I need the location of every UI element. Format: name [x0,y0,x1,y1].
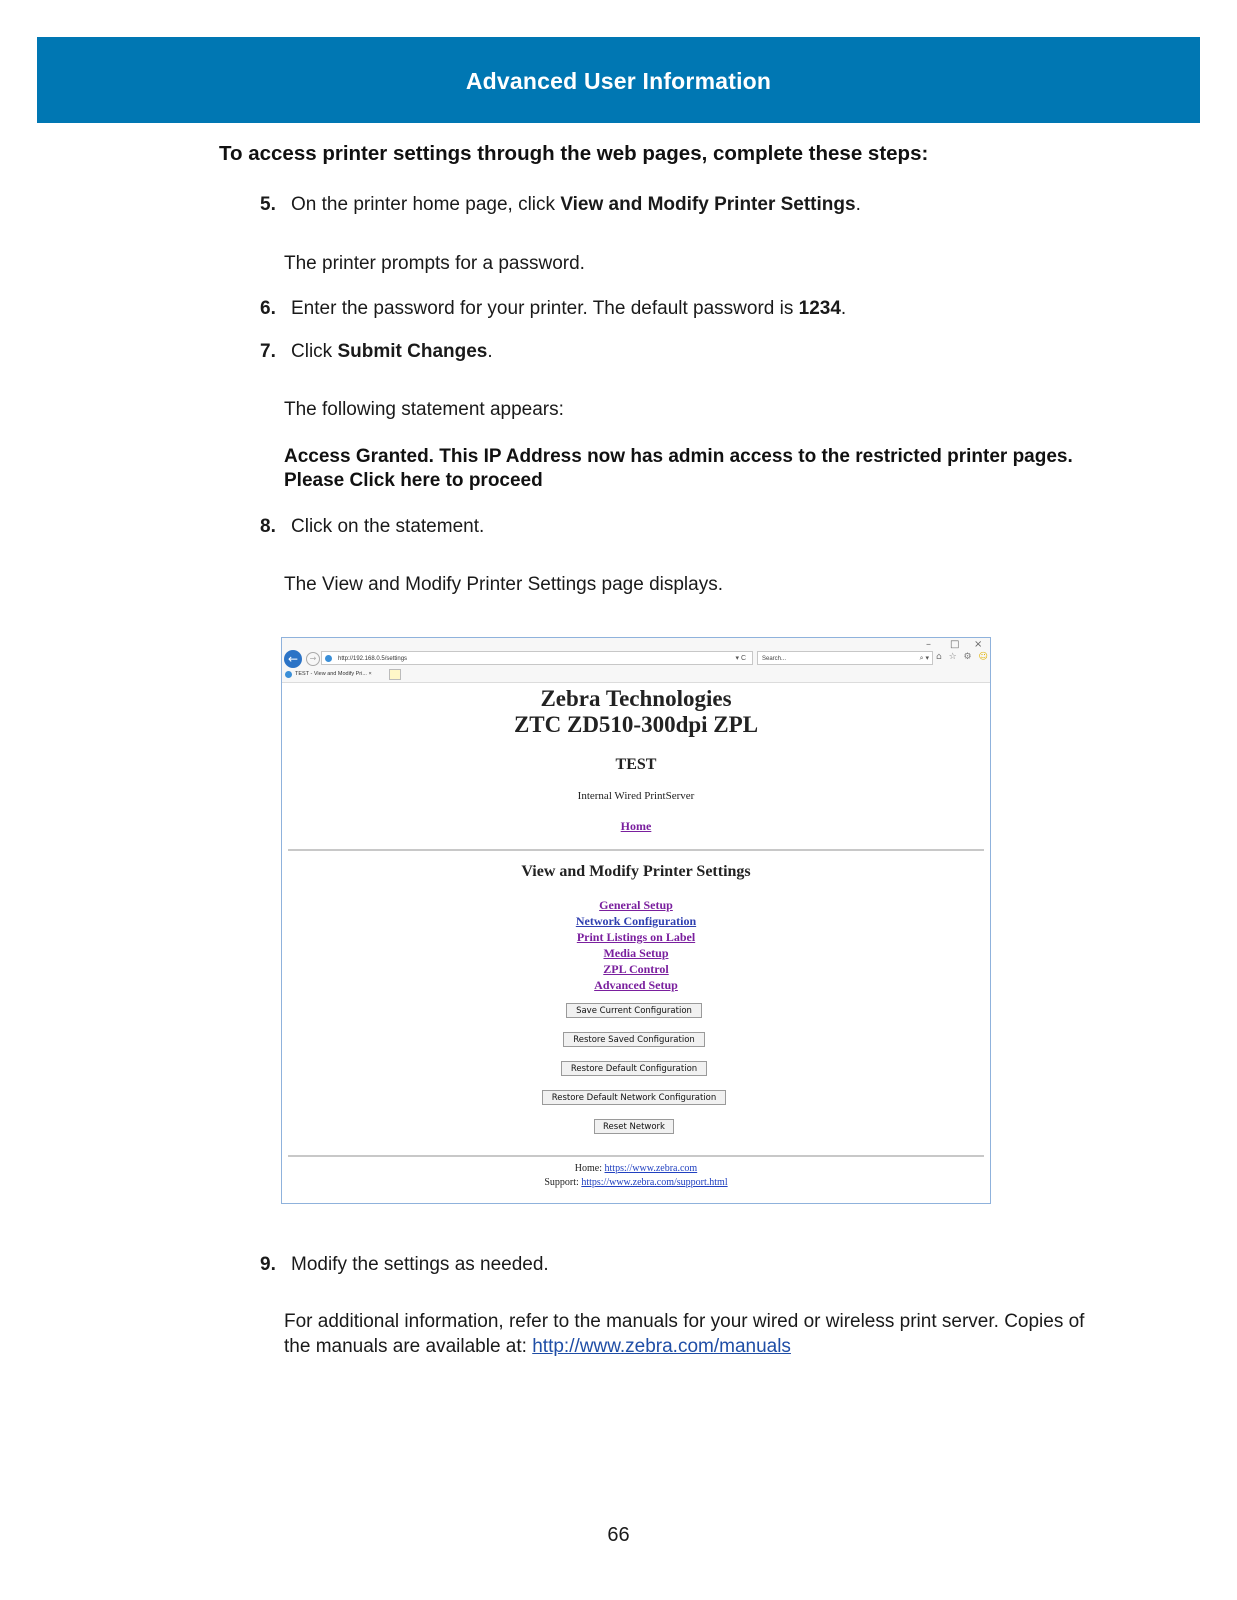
forward-arrow-icon[interactable]: → [306,652,320,666]
step-text: Click [291,341,338,362]
step-bold: View and Modify Printer Settings [560,194,856,215]
print-server-label: Internal Wired PrintServer [577,790,695,802]
company-title: Zebra Technologies [540,686,732,711]
save-config-button[interactable]: Save Current Configuration [566,1003,702,1018]
minimize-icon[interactable]: – [926,639,931,650]
printer-name: TEST [615,756,657,773]
step-5 [260,194,861,216]
home-star-gear-icon[interactable]: ⌂ ☆ ⚙ [936,652,974,662]
step-bold: Submit Changes [337,341,488,362]
step-8 [260,516,484,538]
step-9-note [284,1309,1084,1359]
toolbar-icons [936,652,990,662]
manuals-link[interactable]: http://www.zebra.com/manuals [532,1336,791,1357]
step-7-note: The following statement appears: [284,399,564,420]
page-number: 66 [607,1524,630,1546]
footer-home-link[interactable]: https://www.zebra.com [604,1163,698,1174]
step-text: Modify the settings as needed. [291,1254,549,1275]
step-text-end: . [840,298,847,319]
link-zpl-control[interactable]: ZPL Control [603,962,669,976]
step-text: Enter the password for your printer. The default password is [291,298,799,319]
model-title: ZTC ZD510-300dpi ZPL [513,712,759,737]
step-number: 9. [260,1254,276,1275]
step-text-end: . [487,341,493,362]
restore-network-button[interactable]: Restore Default Network Configuration [542,1090,726,1105]
step-text: On the printer home page, click [291,194,561,215]
header-title: Advanced User Information [465,68,772,94]
note-line-2-text: the manuals are available at: [284,1336,533,1357]
restore-saved-button[interactable]: Restore Saved Configuration [563,1032,705,1047]
back-arrow-icon[interactable]: ← [284,650,302,668]
search-input[interactable] [757,651,933,665]
link-print-listings[interactable]: Print Listings on Label [576,930,696,944]
ie-icon [325,655,332,662]
refresh-icon[interactable]: ▾ C [735,655,746,662]
note-line-1: For additional information, refer to the manuals for your wired or wireless print server. Copies of [284,1311,1085,1332]
step-text-end: . [855,194,861,215]
ie-icon [285,671,292,678]
step-bold: 1234 [798,298,841,319]
home-link[interactable]: Home [620,819,652,833]
browser-screenshot [281,637,991,1204]
home-link-row [282,817,990,835]
settings-links [282,897,990,993]
link-network-configuration[interactable]: Network Configuration [575,914,697,928]
intro-heading: To access printer settings through the web pages, complete these steps: [219,142,929,165]
step-8-note: The View and Modify Printer Settings page displays. [284,574,723,595]
footer-support-label: Support: [544,1177,582,1188]
divider [288,849,984,851]
new-tab-icon[interactable] [389,669,401,680]
address-bar[interactable] [321,651,753,665]
maximize-icon[interactable]: □ [950,639,960,650]
note-line-2 [284,1334,1084,1359]
section-title: View and Modify Printer Settings [521,863,751,880]
divider [288,1155,984,1157]
step-number: 5. [260,194,276,215]
link-general-setup[interactable]: General Setup [599,898,673,912]
browser-tab[interactable] [285,668,372,681]
header-band [37,37,1200,123]
statement-line-2: Please Click here to proceed [284,470,543,491]
step-7 [260,341,493,363]
close-icon[interactable]: × [974,639,983,650]
step-text: Click on the statement. [291,516,485,537]
smiley-icon[interactable]: ☺ [978,652,990,662]
search-icon[interactable]: ⌕ ▾ [919,655,929,662]
address-text: http://192.168.0.5/settings [338,656,408,662]
tab-title: TEST - View and Modify Pri... × [295,671,372,677]
footer-support [282,1177,990,1188]
footer-home [282,1163,990,1174]
footer-support-link[interactable]: https://www.zebra.com/support.html [581,1177,728,1188]
link-advanced-setup[interactable]: Advanced Setup [594,978,678,992]
footer-home-label: Home: [574,1163,605,1174]
step-number: 8. [260,516,276,537]
restore-default-button[interactable]: Restore Default Configuration [561,1061,707,1076]
step-5-note: The printer prompts for a password. [284,253,585,274]
statement-line-1: Access Granted. This IP Address now has admin access to the restricted printer pages. [284,446,1073,467]
step-6 [260,298,846,320]
step-number: 6. [260,298,276,319]
search-placeholder: Search... [762,656,787,662]
step-9 [260,1254,549,1276]
access-granted-statement [284,445,1073,493]
reset-network-button[interactable]: Reset Network [594,1119,674,1134]
browser-chrome [282,638,990,683]
link-media-setup[interactable]: Media Setup [603,946,669,960]
step-number: 7. [260,341,276,362]
